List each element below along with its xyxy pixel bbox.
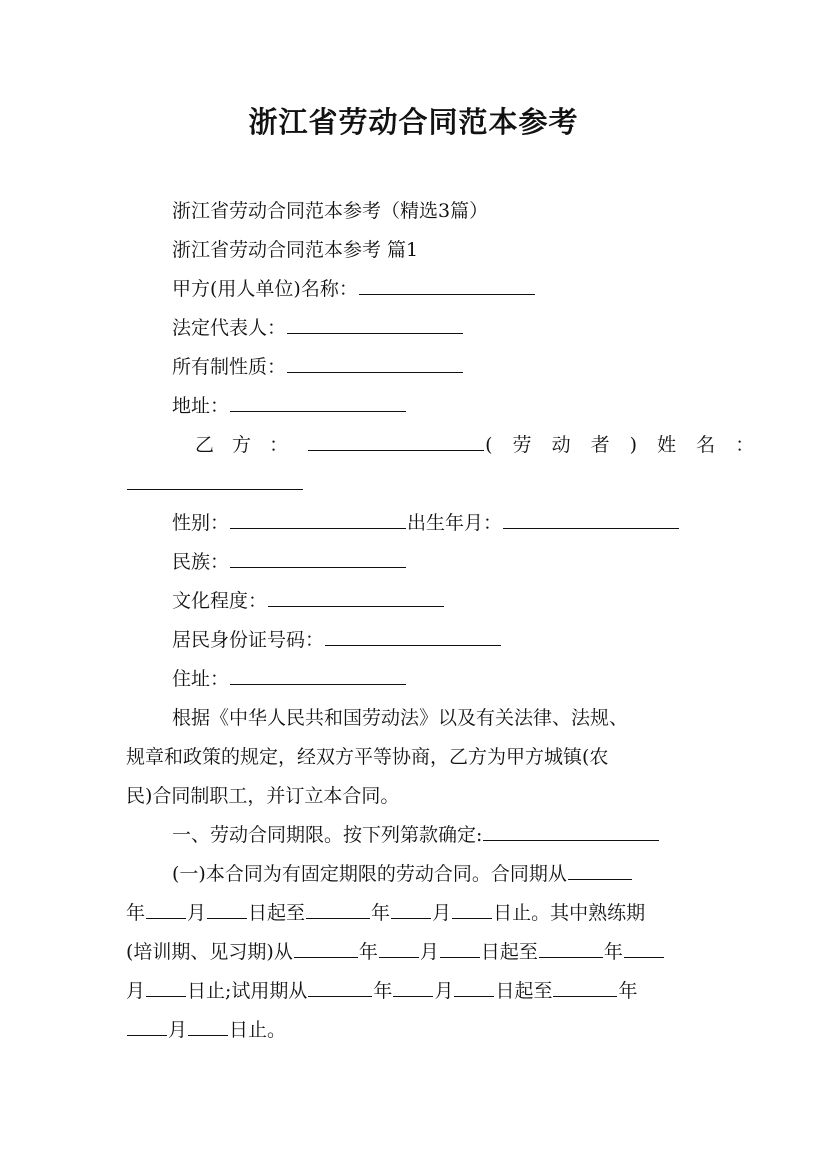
party-b-blank[interactable] <box>308 433 484 451</box>
clause-one-blank[interactable] <box>483 823 659 841</box>
year-label: 年 <box>358 941 378 963</box>
ethnicity-line <box>172 549 712 575</box>
id-number-label: 居民身份证号码： <box>172 629 325 651</box>
probation-end-month-blank[interactable] <box>127 1018 167 1036</box>
paragraph-line-1 <box>172 705 712 731</box>
party-b-line <box>195 432 762 458</box>
probation-start-month-blank[interactable] <box>393 979 433 997</box>
year-label: 年 <box>603 941 623 963</box>
year-label: 年 <box>373 980 393 1002</box>
education-label: 文化程度： <box>172 590 268 612</box>
start-day-blank[interactable] <box>207 901 247 919</box>
year-label: 年 <box>618 980 638 1002</box>
end-year-blank[interactable] <box>306 901 370 919</box>
education-blank[interactable] <box>268 589 444 607</box>
training-period-label: (培训期、见习期)从 <box>126 941 293 963</box>
month-label: 月 <box>126 980 146 1002</box>
training-end-day-blank[interactable] <box>146 979 186 997</box>
year-label: 年 <box>371 902 391 924</box>
term-text-1: (一)本合同为有固定期限的劳动合同。合同期从 <box>172 863 567 885</box>
paragraph-line-2 <box>126 744 706 770</box>
term-line-5 <box>126 1017 706 1043</box>
start-month-blank[interactable] <box>146 901 186 919</box>
paragraph-text-1: 根据《中华人民共和国劳动法》以及有关法律、法规、 <box>172 707 629 729</box>
day-end-label: 日止。 <box>229 1019 287 1041</box>
education-line <box>172 588 712 614</box>
residence-label: 住址： <box>172 668 230 690</box>
legal-rep-line <box>172 315 712 341</box>
residence-blank[interactable] <box>230 667 406 685</box>
ownership-blank[interactable] <box>287 355 463 373</box>
training-start-month-blank[interactable] <box>379 940 419 958</box>
worker-name-label: ( 劳 动 者 ) 姓 名 ： <box>485 434 762 456</box>
day-from-label: 日起至 <box>495 980 553 1002</box>
end-month-blank[interactable] <box>391 901 431 919</box>
section-heading <box>172 237 712 263</box>
probation-start-year-blank[interactable] <box>308 979 372 997</box>
document-title: 浙江省劳动合同范本参考 <box>248 105 579 139</box>
day-from-label: 日起至 <box>480 941 538 963</box>
clause-one-text: 一、劳动合同期限。按下列第款确定: <box>172 824 483 846</box>
month-label: 月 <box>434 980 454 1002</box>
address-line <box>172 393 712 419</box>
paragraph-text-3: 民)合同制职工，并订立本合同。 <box>126 785 400 807</box>
subtitle-line <box>172 198 712 224</box>
term-line-1 <box>172 861 712 887</box>
probation-end-day-blank[interactable] <box>188 1018 228 1036</box>
ethnicity-label: 民族： <box>172 551 230 573</box>
legal-rep-blank[interactable] <box>287 316 463 334</box>
year-label: 年 <box>126 902 146 924</box>
training-end-month-blank[interactable] <box>624 940 664 958</box>
employer-name-label: 甲方(用人单位)名称： <box>172 278 358 300</box>
gender-blank[interactable] <box>230 511 406 529</box>
address-blank[interactable] <box>230 394 406 412</box>
employer-name-line <box>172 276 712 302</box>
start-year-blank[interactable] <box>568 862 632 880</box>
id-number-line <box>172 627 712 653</box>
training-start-year-blank[interactable] <box>294 940 358 958</box>
worker-name-line <box>126 471 706 497</box>
ethnicity-blank[interactable] <box>230 550 406 568</box>
paragraph-text-2: 规章和政策的规定，经双方平等协商，乙方为甲方城镇(农 <box>126 746 609 768</box>
section-heading-text: 浙江省劳动合同范本参考 篇1 <box>172 239 419 261</box>
legal-rep-label: 法定代表人： <box>172 317 287 339</box>
ownership-label: 所有制性质： <box>172 356 287 378</box>
day-from-label: 日起至 <box>248 902 306 924</box>
probation-end-year-blank[interactable] <box>553 979 617 997</box>
term-line-3 <box>126 939 706 965</box>
residence-line <box>172 666 712 692</box>
end-day-blank[interactable] <box>452 901 492 919</box>
gender-birth-line <box>172 510 712 536</box>
clause-one-heading <box>172 822 712 848</box>
ownership-line <box>172 354 712 380</box>
month-label: 月 <box>432 902 452 924</box>
term-line-2 <box>126 900 706 926</box>
training-start-day-blank[interactable] <box>440 940 480 958</box>
probation-label: 日止;试用期从 <box>187 980 308 1002</box>
subtitle-text: 浙江省劳动合同范本参考（精选3篇） <box>172 200 489 222</box>
probation-start-day-blank[interactable] <box>454 979 494 997</box>
address-label: 地址： <box>172 395 230 417</box>
birth-label: 出生年月： <box>407 512 503 534</box>
birth-blank[interactable] <box>503 511 679 529</box>
paragraph-line-3 <box>126 783 706 809</box>
employer-name-blank[interactable] <box>359 277 535 295</box>
party-b-label: 乙 方 ： <box>195 434 295 456</box>
month-label: 月 <box>419 941 439 963</box>
worker-name-blank[interactable] <box>127 472 303 490</box>
day-end-label: 日止。其中熟练期 <box>493 902 646 924</box>
month-label: 月 <box>187 902 207 924</box>
gender-label: 性别： <box>172 512 230 534</box>
training-end-year-blank[interactable] <box>539 940 603 958</box>
month-label: 月 <box>168 1019 188 1041</box>
term-line-4 <box>126 978 706 1004</box>
id-number-blank[interactable] <box>325 628 501 646</box>
